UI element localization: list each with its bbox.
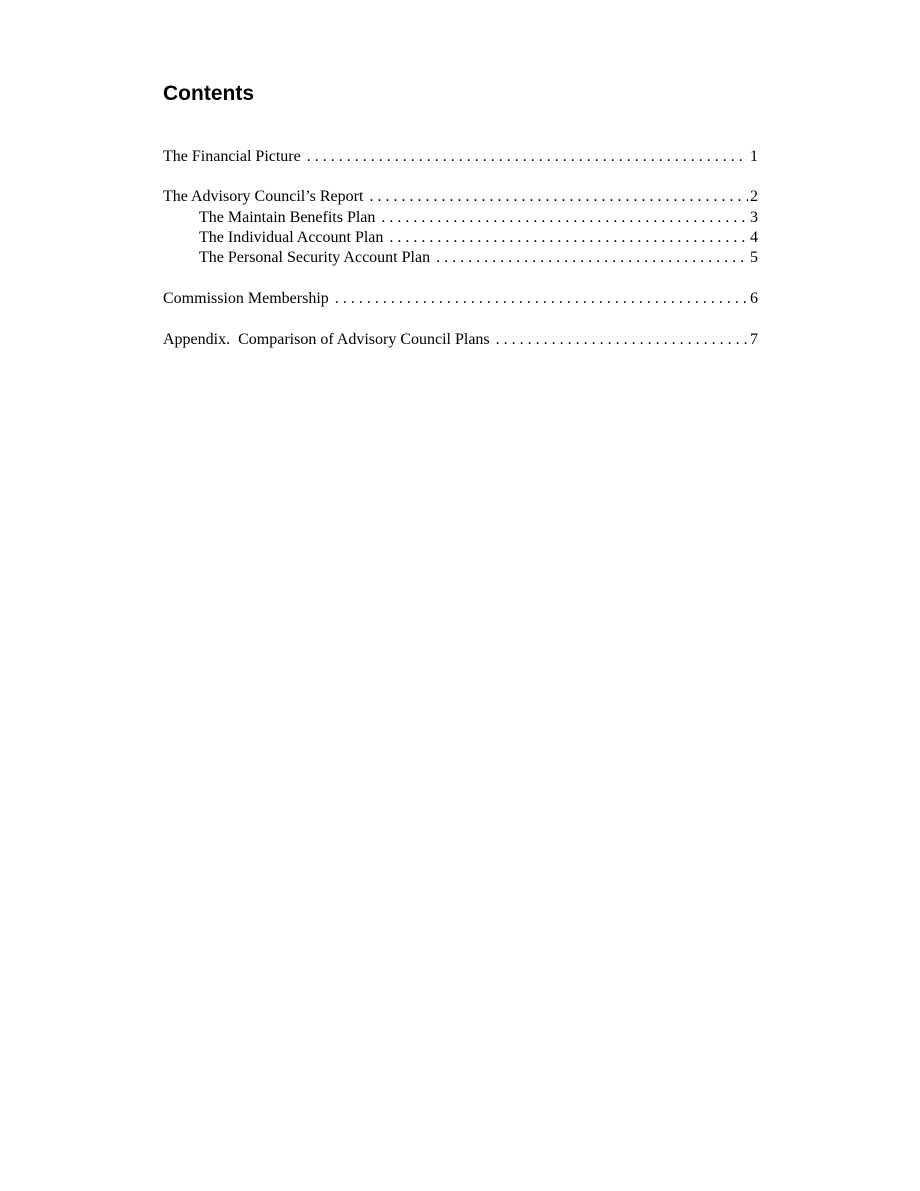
dot-leader	[436, 247, 748, 269]
toc-entry-individual-account-plan[interactable]	[199, 227, 758, 249]
toc-entry-label: The Maintain Benefits Plan	[199, 209, 376, 226]
toc-entry-personal-security-account-plan[interactable]	[199, 247, 758, 269]
toc-entry-page-number: 3	[750, 209, 758, 226]
toc-entry-financial-picture[interactable]	[163, 146, 758, 168]
toc-entry-label: The Advisory Council’s Report	[163, 188, 364, 205]
dot-leader	[307, 146, 748, 168]
toc-entry-label: Commission Membership	[163, 290, 329, 307]
toc-entry-page-number: 5	[750, 249, 758, 266]
dot-leader	[369, 186, 748, 208]
dot-leader	[496, 329, 748, 351]
toc-entry-appendix[interactable]	[163, 329, 758, 351]
toc-entry-page-number: 4	[750, 229, 758, 246]
contents-heading: Contents	[163, 82, 254, 105]
toc-entry-page-number: 2	[750, 188, 758, 205]
toc-entry-advisory-council-report[interactable]	[163, 186, 758, 208]
toc-entry-page-number: 6	[750, 290, 758, 307]
toc-entry-maintain-benefits-plan[interactable]	[199, 207, 758, 229]
toc-entry-label: The Individual Account Plan	[199, 229, 384, 246]
toc-entry-page-number: 7	[750, 331, 758, 348]
toc-entry-label: The Personal Security Account Plan	[199, 249, 431, 266]
dot-leader	[381, 207, 748, 229]
toc-entry-commission-membership[interactable]	[163, 288, 758, 310]
dot-leader	[389, 227, 748, 249]
dot-leader	[335, 288, 748, 310]
toc-entry-label: Appendix. Comparison of Advisory Council Plans	[163, 331, 490, 348]
toc-entry-label: The Financial Picture	[163, 148, 301, 165]
toc-entry-page-number: 1	[750, 148, 758, 165]
